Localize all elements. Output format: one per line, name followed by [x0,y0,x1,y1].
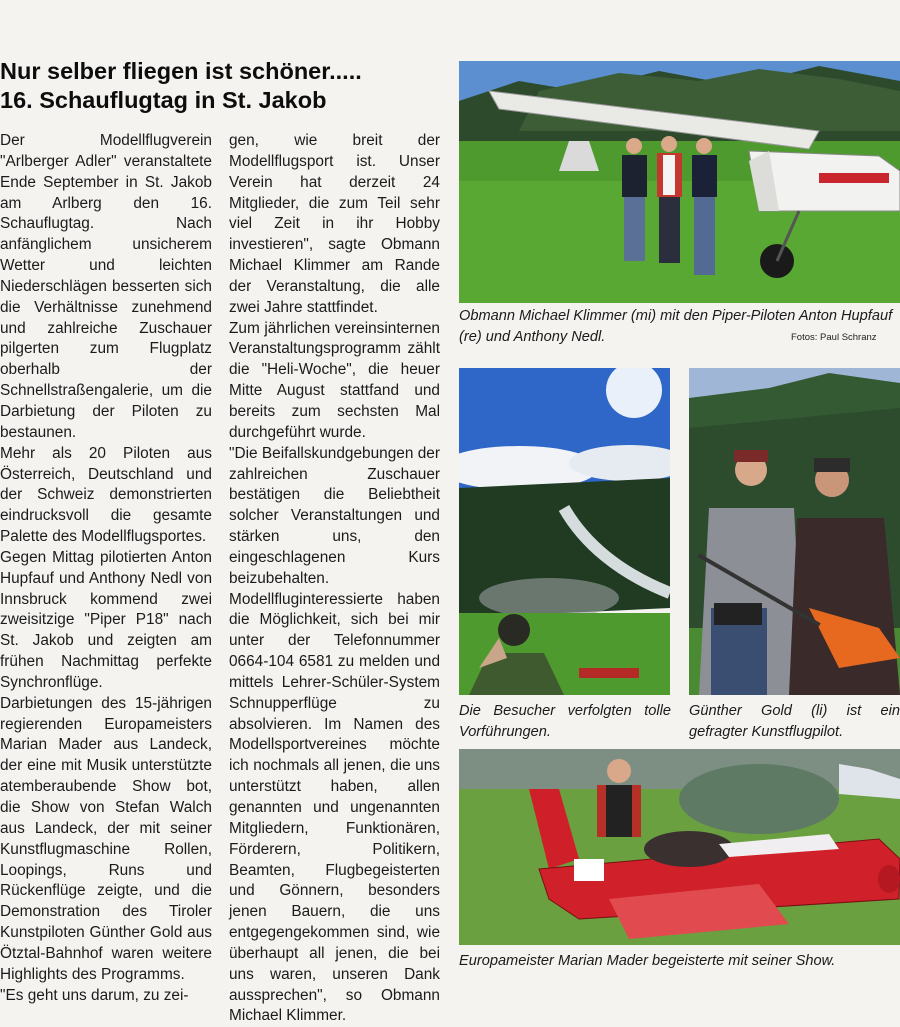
caption-photo-4: Europameister Marian Mader begeisterte mit seiner Show. [459,953,836,969]
paragraph: Gegen Mittag pilotierten Anton Hupfauf und Anthony Nedl von Innsbruck kommend zwei zweisitzige "Piper P18" nach St. Jakob und zeigten am frühen Nachmittag perfekte Synchronflüge. [0,548,212,691]
paragraph: "Die Beifallskundgebungen der zahlreichen Zuschauer bestätigen die Beliebtheit solcher Veranstaltungen und stärken uns, den eingeschlagenen Kurs beizubehalten. Modellfluginteressierte haben die Möglichkeit, sich bei mir unter der Telefonnummer 0664-104 6581 zu melden und mittels Lehrer-Schüler-System Schnupperflüge zu absolvieren. Im Namen des Modellsportvereines möchte ich nochmals all jenen, die uns unterstützt haben, allen genannten und ungenannten Mitgliedern, Funktionären, Förderern, Politikern, Beamten, Flugbegeisterten und Gönnern, besonders jenen Bauern, die uns entgegengekommen sind, wie überhaupt all jenen, die bei uns waren, unseren Dank aussprechen", so Obmann Michael Klimmer. [229,444,440,1025]
text-column-1 [0,131,212,1006]
paragraph: "Es geht uns darum, zu zei- [0,986,189,1004]
text-column-2 [229,131,440,1027]
photo-piper-pilots [459,61,900,303]
title-line-2: 16. Schauflugtag in St. Jakob [0,87,327,113]
caption-photo-3: Günther Gold (li) ist ein gefragter Kunstflugpilot. [689,703,900,740]
article-title [0,57,450,115]
photo-spectators [459,368,670,695]
caption-text: Obmann Michael Klimmer (mi) mit den Piper-Piloten Anton Hupfauf (re) und Anthony Nedl. [459,308,893,345]
photo-credit: Fotos: Paul Schranz [791,332,877,343]
paragraph: Mehr als 20 Piloten aus Österreich, Deutschland und der Schweiz demonstrierten eindrucksvoll die gesamte Palette des Modellflugsportes. [0,444,212,546]
paragraph: Der Modellflugverein "Arlberger Adler" veranstaltete Ende September in St. Jakob am Arlberg den 16. Schauflugtag. Nach anfänglichem unsicherem Wetter und leichten Niederschlägen besserten sich die Verhältnisse zunehmend und zahlreiche Zuschauer pilgerten zum Flugplatz oberhalb der Schnellstraßengalerie, um die Darbietung der Piloten zu bestaunen. [0,132,212,441]
paragraph: Zum jährlichen vereinsinternen Veranstaltungsprogramm zählt die "Heli-Woche", die heuer Mitte August stattfand und bereits zum sechsten Mal durchgeführt wurde. [229,319,440,441]
paragraph: Darbietungen des 15-jährigen regierenden Europameisters Marian Mader aus Landeck, der eine mit Musik unterstützte atemberaubende Show bot, die Show von Stefan Walch aus Landeck, der mit seiner Kunstflugmaschine Rollen, Loopings, Runs und Rückenflüge zeigte, und die Demonstration des Tiroler Kunstpiloten Günther Gold aus Ötztal-Bahnhof waren weitere Highlights des Programms. [0,694,212,983]
title-line-1: Nur selber fliegen ist schöner..... [0,58,362,84]
caption-photo-2: Die Besucher verfolgten tolle Vorführungen. [459,703,671,740]
photo-marian-mader [459,749,900,945]
photo-guenther-gold [689,368,900,695]
paragraph: gen, wie breit der Modellflugsport ist. Unser Verein hat derzeit 24 Mitglieder, die zum Teil sehr viel Zeit in ihr Hobby investieren", sagte Obmann Michael Klimmer am Rande der Veranstaltung, die alle zwei Jahre stattfindet. [229,132,440,316]
